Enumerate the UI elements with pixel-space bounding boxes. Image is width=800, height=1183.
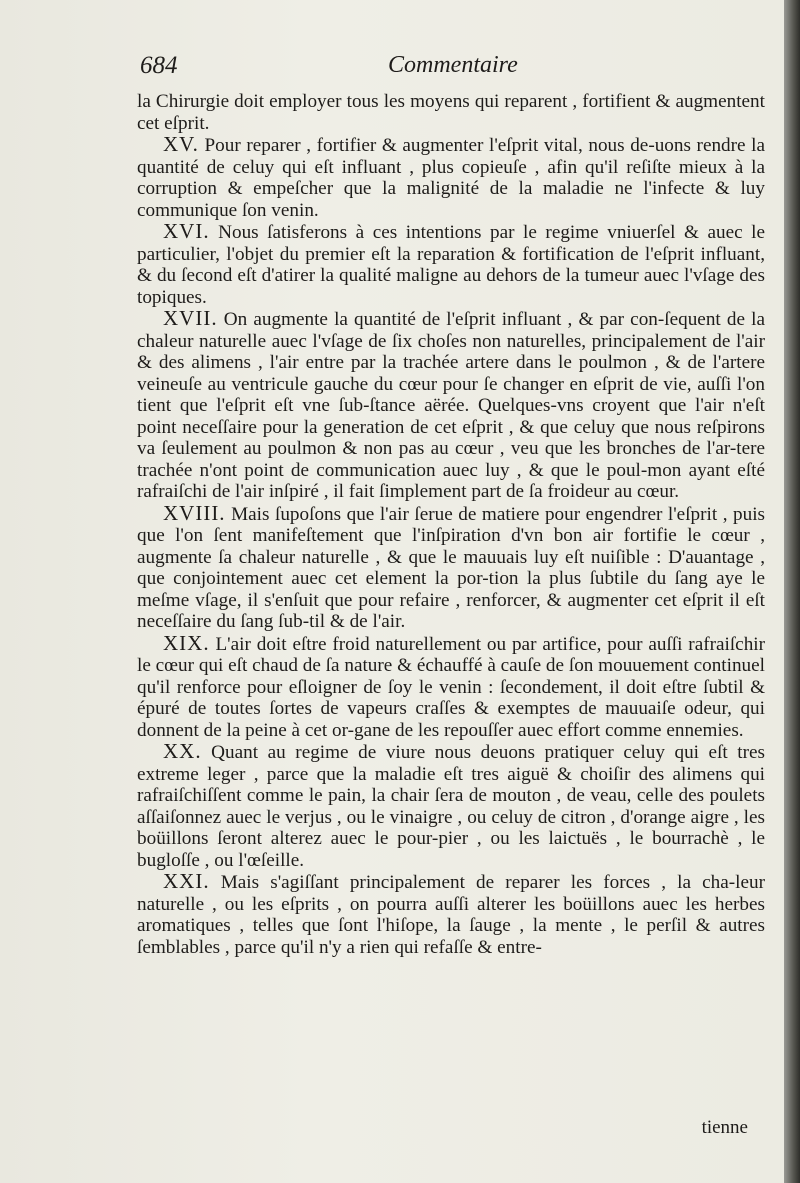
section-xvii — [137, 308, 765, 503]
paragraph-continuation — [137, 91, 765, 134]
section-numeral: XVIII. — [163, 500, 226, 525]
section-xv — [137, 134, 765, 221]
section-xix — [137, 630, 766, 742]
paragraph-text: Pour reparer , fortifier & augmenter l'eſprit vital, nous de-uons rendre la quantité de celuy qui eſt influant , plus copieuſe , afin qu'il reſiſte mieux à la corruption & empeſcher que la malignité de la maladie ne l'infecte & luy communique ſon venin. — [137, 135, 765, 221]
body-text — [137, 91, 765, 958]
section-numeral: XX. — [163, 739, 202, 763]
section-xvi — [137, 221, 765, 308]
section-numeral: XIX. — [163, 630, 210, 655]
page-binding-edge — [784, 0, 800, 1183]
section-xx — [137, 741, 765, 871]
section-xviii — [137, 500, 766, 633]
section-numeral: XXI. — [163, 869, 210, 893]
section-numeral: XVII. — [163, 306, 218, 330]
section-numeral: XVI. — [163, 219, 210, 243]
paragraph-text: la Chirurgie doit employer tous les moyens qui reparent , fortifient & augmentent cet eſprit. — [137, 91, 765, 134]
paragraph-text: Quant au regime de viure nous deuons pratiquer celuy qui eſt tres extreme leger , parce que la maladie eſt tres aiguë & choiſir des alimens qui rafraiſchiſſent comme le pain, la chair ſera de mouton , de veau, celle des poulets aſſaiſonnez auec le verjus , ou le vinaigre , ou celuy de citron , d'orange aigre , les boüillons ſeront alterez auec le pour-pier , ou les laictuës , le bourrachè , le bugloſſe , ou l'œſeille. — [137, 742, 766, 871]
paragraph-text: Mais s'agiſſant principalement de reparer les forces , la cha-leur naturelle , ou les eſprits , on pourra auſſi alterer les boüillons auec les herbes aromatiques , telles que ſont l'hiſope, la ſauge , la mente , le perſil & autres ſemblables , parce qu'il n'y a rien qui refaſſe & entre- — [137, 872, 765, 958]
catchword: tienne — [701, 1117, 748, 1138]
paragraph-text: Mais ſupoſons que l'air ſerue de matiere pour engendrer l'eſprit , puis que l'on ſent manifeſtement que l'inſpiration d'vn bon air fortifie le cœur , augmente ſa chaleur naturelle , & que le mauuais luy eſt nuiſible : D'auantage , que conjointement auec cet element la por-tion la plus ſubtile du ſang aye le meſme vſage, il s'enſuit que pour refaire , renforcer, & augmenter cet eſprit il eſt neceſſaire du ſang ſub-til & de l'air. — [137, 503, 766, 632]
page-header — [140, 52, 760, 90]
paragraph-text: Nous ſatisferons à ces intentions par le regime vniuerſel & auec le particulier, l'objet du premier eſt la reparation & fortification de l'eſprit influant, & du ſecond eſt d'atirer la qualité maligne au dehors de la tumeur auec l'vſage des topiques. — [137, 222, 765, 308]
running-title: Commentaire — [388, 52, 518, 78]
page-number: 684 — [140, 52, 178, 79]
section-numeral: XV. — [163, 132, 199, 156]
section-xxi — [137, 871, 765, 958]
paragraph-text: On augmente la quantité de l'eſprit influant , & par con-ſequent de la chaleur naturelle auec l'vſage de ſix choſes non naturelles, principalement de l'air & des alimens , l'air entre par la trachée artere dans le poulmon , & de l'artere veineuſe au ventricule gauche du cœur pour ſe changer en eſprit de vie, auſſi l'on tient que l'eſprit eſt vne ſub-ſtance aërée. Quelques-vns croyent que l'air n'eſt point neceſſaire pour la generation de cet eſprit , & que celuy que nous reſpirons va ſeulement au poulmon & non pas au cœur , veu que les bronches de l'ar-tere trachée n'ont point de communication auec luy , & que le poul-mon ayant eſté rafraiſchi de l'air inſpiré , il fait ſimplement part de ſa froideur au cœur. — [137, 309, 766, 502]
paragraph-text: L'air doit eſtre froid naturellement ou par artifice, pour auſſi rafraiſchir le cœur qui eſt chaud de ſa nature & échauffé à cauſe de ſon mouuement continuel qu'il renforce pour eſloigner de ſoy le venin : ſecondement, il doit eſtre ſubtil & épuré de toutes ſortes de vapeurs craſſes & exemptes de mauuaiſe odeur, qui donnent de la peine à cet or-gane de les repouſſer auec effort comme ennemies. — [137, 633, 766, 741]
